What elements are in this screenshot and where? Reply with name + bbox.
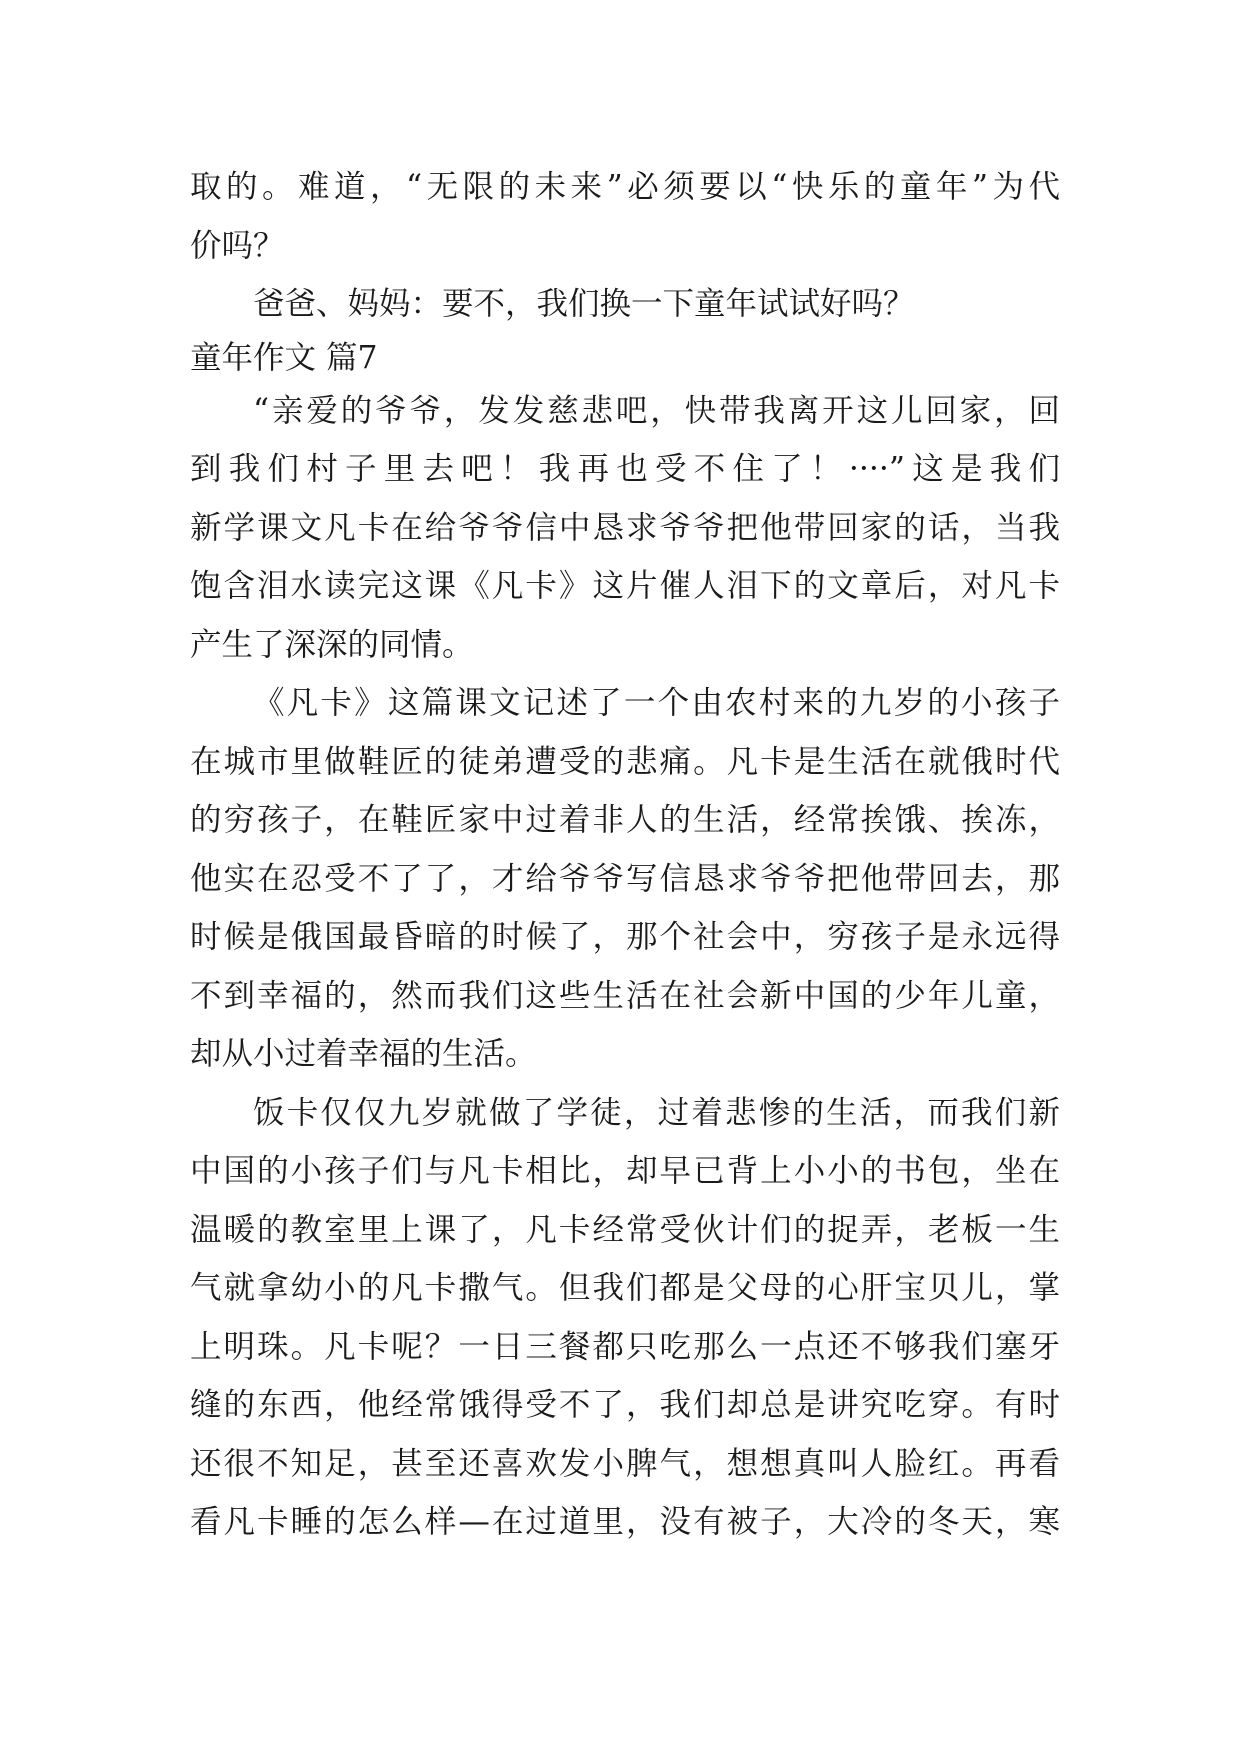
text-line: 中国的小孩子们与凡卡相比，却早已背上小小的书包，坐在 [190,1153,1060,1189]
text-line: 气就拿幼小的凡卡撒气。但我们都是父母的心肝宝贝儿，掌 [190,1270,1060,1306]
text-line: 时候是俄国最昏暗的时候了，那个社会中，穷孩子是永远得 [190,919,1060,955]
document-body [190,158,1060,1552]
text-line: 不到幸福的，然而我们这些生活在社会新中国的少年儿童， [190,977,1060,1014]
text-line: 却从小过着幸福的生活。 [190,1036,537,1072]
text-line: 饱含泪水读完这课《凡卡》这片催人泪下的文章后，对凡卡 [190,568,1060,604]
text-line: 缝的东西，他经常饿得受不了，我们却总是讲究吃穿。有时 [190,1387,1060,1423]
text-line: 看凡卡睡的怎么样—在过道里，没有被子，大冷的冬天，寒 [190,1504,1060,1540]
text-line: 还很不知足，甚至还喜欢发小脾气，想想真叫人脸红。再看 [190,1445,1060,1482]
text-line: 的穷孩子，在鞋匠家中过着非人的生活，经常挨饿、挨冻， [190,802,1060,838]
text-line: 在城市里做鞋匠的徒弟遭受的悲痛。凡卡是生活在就俄时代 [190,743,1060,780]
text-line: 到我们村子里去吧！我再也受不住了！····”这是我们 [190,451,1060,487]
text-line: 《凡卡》这篇课文记述了一个由农村来的九岁的小孩子 [253,685,1060,721]
text-line: 温暖的教室里上课了，凡卡经常受伙计们的捉弄，老板一生 [190,1211,1060,1248]
text-line: 新学课文凡卡在给爷爷信中恳求爷爷把他带回家的话，当我 [190,509,1060,546]
text-line: 爸爸、妈妈：要不，我们换一下童年试试好吗？ [253,286,915,322]
text-line: 取的。难道，“无限的未来”必须要以“快乐的童年”为代 [190,169,1060,205]
text-line: 饭卡仅仅九岁就做了学徒，过着悲惨的生活，而我们新 [253,1094,1060,1131]
section-heading: 童年作文 篇7 [190,339,378,376]
text-line: 产生了深深的同情。 [190,626,474,663]
text-line: 上明珠。凡卡呢？一日三餐都只吃那么一点还不够我们塞牙 [190,1328,1060,1365]
text-line: 价吗？ [190,227,285,264]
text-line: “亲爱的爷爷，发发慈悲吧，快带我离开这儿回家，回 [253,392,1060,429]
text-line: 他实在忍受不了了，才给爷爷写信恳求爷爷把他带回去，那 [190,860,1060,897]
